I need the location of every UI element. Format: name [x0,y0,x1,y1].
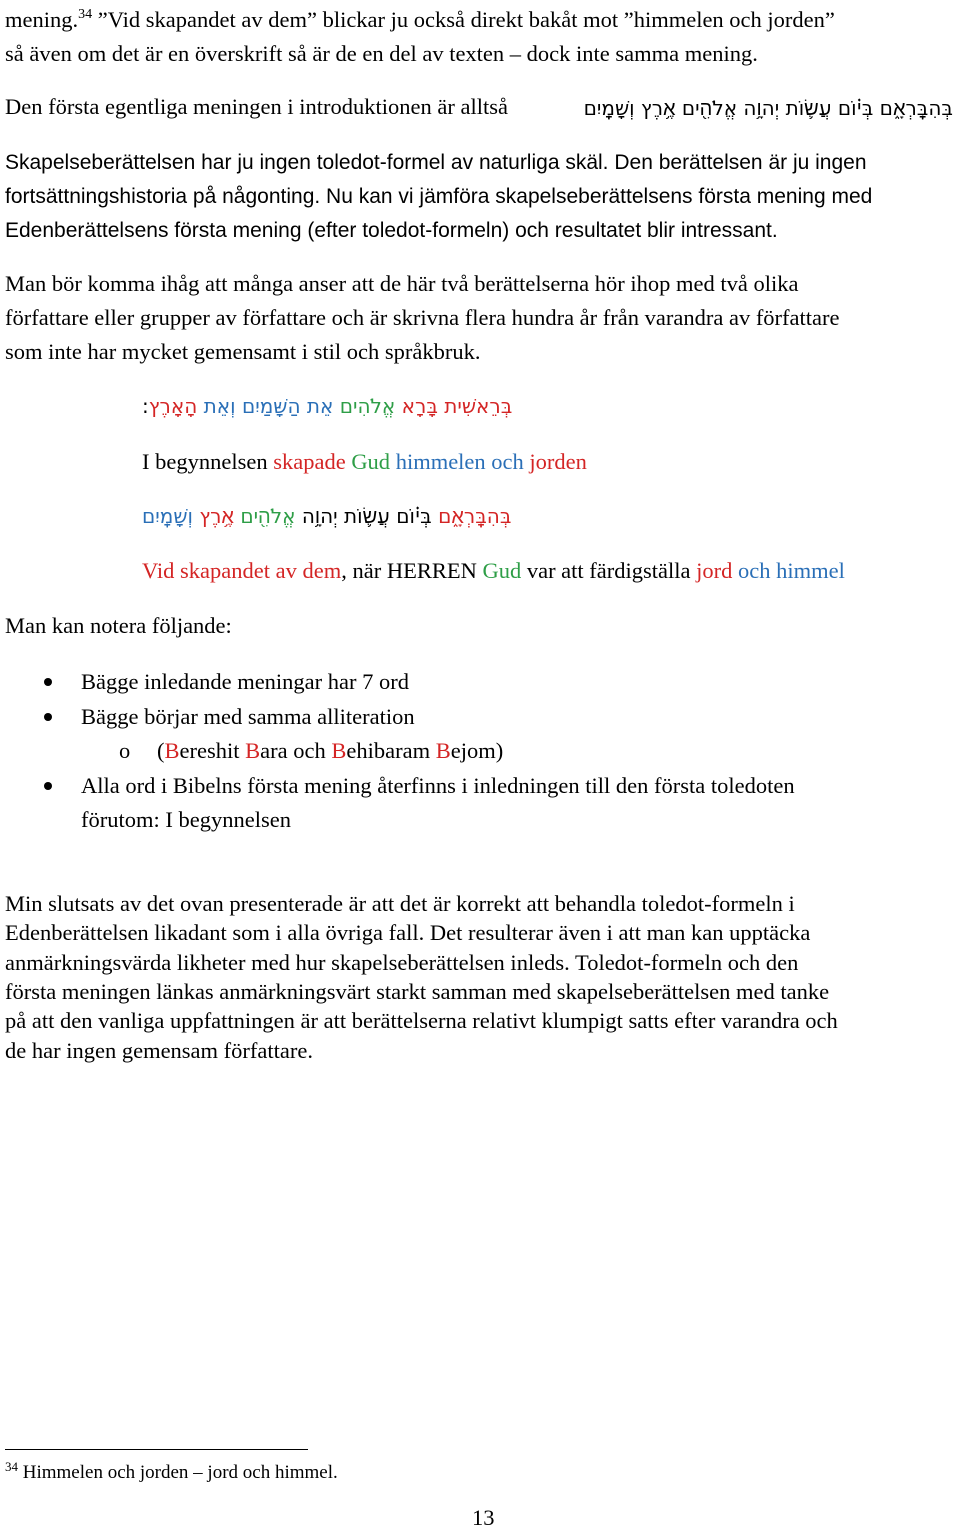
text-run: בָּרָא [401,394,438,418]
footnote-text: Himmelen och jorden – jord och himmel. [18,1462,338,1483]
text-run: ejom) [450,738,504,763]
text-run: הָאָרֶץ [148,394,198,418]
text-run: jorden [529,449,587,474]
conclusion-line-1: Min slutsats av det ovan presenterade är att det är korrekt att behandla toledot-formeln i [5,891,795,916]
text-run: וְאֵת [203,394,236,418]
p2-line-2: fortsättningshistoria på någonting. Nu kan vi jämföra skapelseberättelsens första mening med [5,185,873,208]
text-run: אֵת הַשָּׁמַיִם [241,394,334,418]
text-run: skapade [273,449,346,474]
text-run: Vid skapandet av dem [142,558,342,583]
note-intro: Man kan notera följande: [5,613,232,638]
p1-line-1 [5,9,835,32]
text-run: : [142,394,149,418]
text-run: jord [696,558,733,583]
genesis-2-4-swedish [142,560,845,583]
text-run: B [435,738,451,763]
text-run: B [331,738,347,763]
text-run: var att färdigställa [521,558,697,583]
conclusion-line-4: första meningen länkas anmärkningsvärt starkt samman med skapelseberättelsen med tanke [5,979,830,1004]
text-run: ( [157,738,165,763]
bullet-dot-icon [44,713,52,721]
bullet-2: Bägge börjar med samma alliteration [81,704,415,729]
text-run: , när HERREN [341,558,483,583]
bullet-dot-icon [44,782,52,790]
footnote-ref-34[interactable]: 34 [78,7,93,22]
sub-bullet-alliteration [157,740,503,763]
text-run: אֶ֥רֶץ [199,504,234,528]
text-run: himmelen [395,449,486,474]
text-run: ehibaram [346,738,436,763]
conclusion-line-3: anmärkningsvärda likheter med hur skapelseberättelsen inleds. Toledot-formeln och den [5,950,799,975]
p1-line-1-quote: ”Vid skapandet av dem” blickar ju också direkt bakåt mot ”himmelen och jorden” [92,7,835,32]
p1-line-3: Den första egentliga meningen i introduktionen är alltså [5,94,508,119]
text-run: ara och [260,738,332,763]
bullet-1: Bägge inledande meningar har 7 ord [81,669,410,694]
p1-line-1-start: mening. [5,7,79,32]
conclusion-line-5: på att den vanliga uppfattningen är att berättelserna relativt klumpigt satts efter varandra och [5,1008,838,1033]
text-run: אֱלֹהִים [339,394,396,418]
text-run: B [164,738,180,763]
text-run: אֱלֹהִ֖ים [240,504,296,528]
text-run: ereshit [179,738,246,763]
p3-line-2: författare eller grupper av författare och är skrivna flera hundra år från varandra av författare [5,305,840,330]
bullet-dot-icon [44,678,52,686]
p1-hebrew-verse: בְּהִבָּֽרְאָ֑ם בְּי֗וֹם עֲשׂ֛וֹת יְהוָ֥ה אֱלֹהִ֖ים אֶ֥רֶץ וְשָׁמָֽיִם [583,96,953,120]
text-run: בְּי֗וֹם עֲשׂ֛וֹת יְהוָ֥ה [301,504,432,528]
bullet-3-line-1: Alla ord i Bibelns första mening återfinns i inledningen till den första toledoten [81,773,795,798]
text-run: och himmel [738,558,845,583]
genesis-1-1-hebrew [142,396,512,416]
text-run: Gud [482,558,522,583]
p3-line-1: Man bör komma ihåg att många anser att de här två berättelserna hör ihop med två olika [5,271,799,296]
footnote-34 [5,1459,338,1483]
genesis-1-1-swedish [142,451,587,474]
footnote-separator [5,1449,308,1450]
text-run: och [491,449,524,474]
p3-line-3: som inte har mycket gemensamt i stil och språkbruk. [5,339,481,364]
genesis-2-4-hebrew [142,506,511,526]
conclusion-line-6: de har ingen gemensam författare. [5,1038,313,1063]
page-number: 13 [472,1505,495,1530]
text-run: בְּרֵאשִׁית [444,394,513,418]
text-run: Gud [351,449,391,474]
footnote-number: 34 [5,1459,18,1474]
bullet-3-line-2: förutom: I begynnelsen [81,807,291,832]
conclusion-line-2: Edenberättelsen likadant som i alla övriga fall. Det resulterar även i att man kan upptäcka [5,920,811,945]
text-run: וְשָׁמָֽיִם [142,504,193,528]
text-run: B [245,738,261,763]
text-run: בְּהִבָּֽרְאָ֑ם [438,504,512,528]
p2-line-3: Edenberättelsens första mening (efter toledot-formeln) och resultatet blir intressant. [5,219,778,242]
text-run: I begynnelsen [142,449,274,474]
p1-line-2: så även om det är en överskrift så är de en del av texten – dock inte samma mening. [5,41,758,66]
p2-line-1: Skapelseberättelsen har ju ingen toledot-formel av naturliga skäl. Den berättelsen är ju ingen [5,151,867,174]
sub-bullet-marker: o [119,738,131,763]
